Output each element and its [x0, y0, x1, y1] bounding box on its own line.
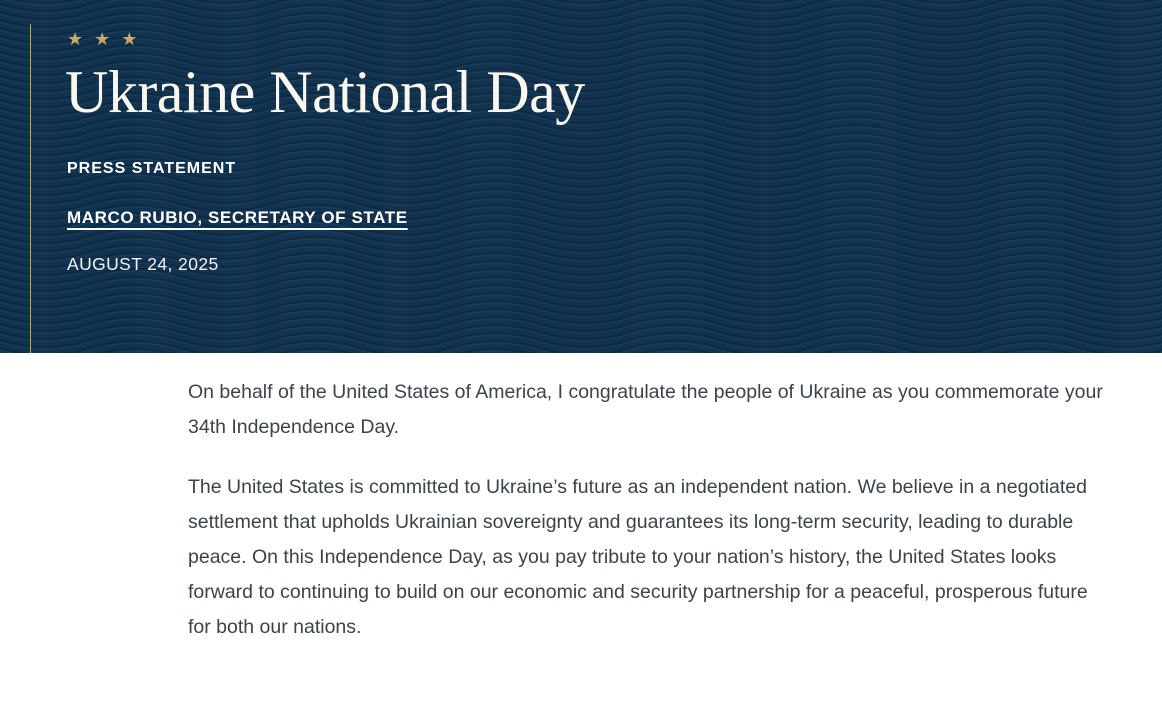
three-stars-icon: ★ ★ ★: [67, 29, 141, 49]
statement-body: [0, 353, 1162, 645]
author-secretary-link[interactable]: MARCO RUBIO, SECRETARY OF STATE: [67, 208, 408, 227]
press-statement-label: PRESS STATEMENT: [67, 160, 237, 177]
release-date: AUGUST 24, 2025: [67, 254, 219, 274]
statement-paragraph-1: On behalf of the United States of America, I congratulate the people of Ukraine as you commemorate your 34th Independence Day.: [188, 381, 1103, 438]
statement-paragraph-2: The United States is committed to Ukraine’s future as an independent nation. We believe in a negotiated settlement that upholds Ukrainian sovereignty and guarantees its long-term security, leading to durable peace. On this Independence Day, as you pay tribute to your nation’s history, the United States looks forward to continuing to build on our economic and security partnership for a peaceful, prosperous future for both our nations.: [188, 476, 1088, 638]
hero-content: [0, 0, 1162, 275]
press-release-hero: [0, 0, 1162, 353]
page-title: Ukraine National Day: [65, 59, 585, 125]
